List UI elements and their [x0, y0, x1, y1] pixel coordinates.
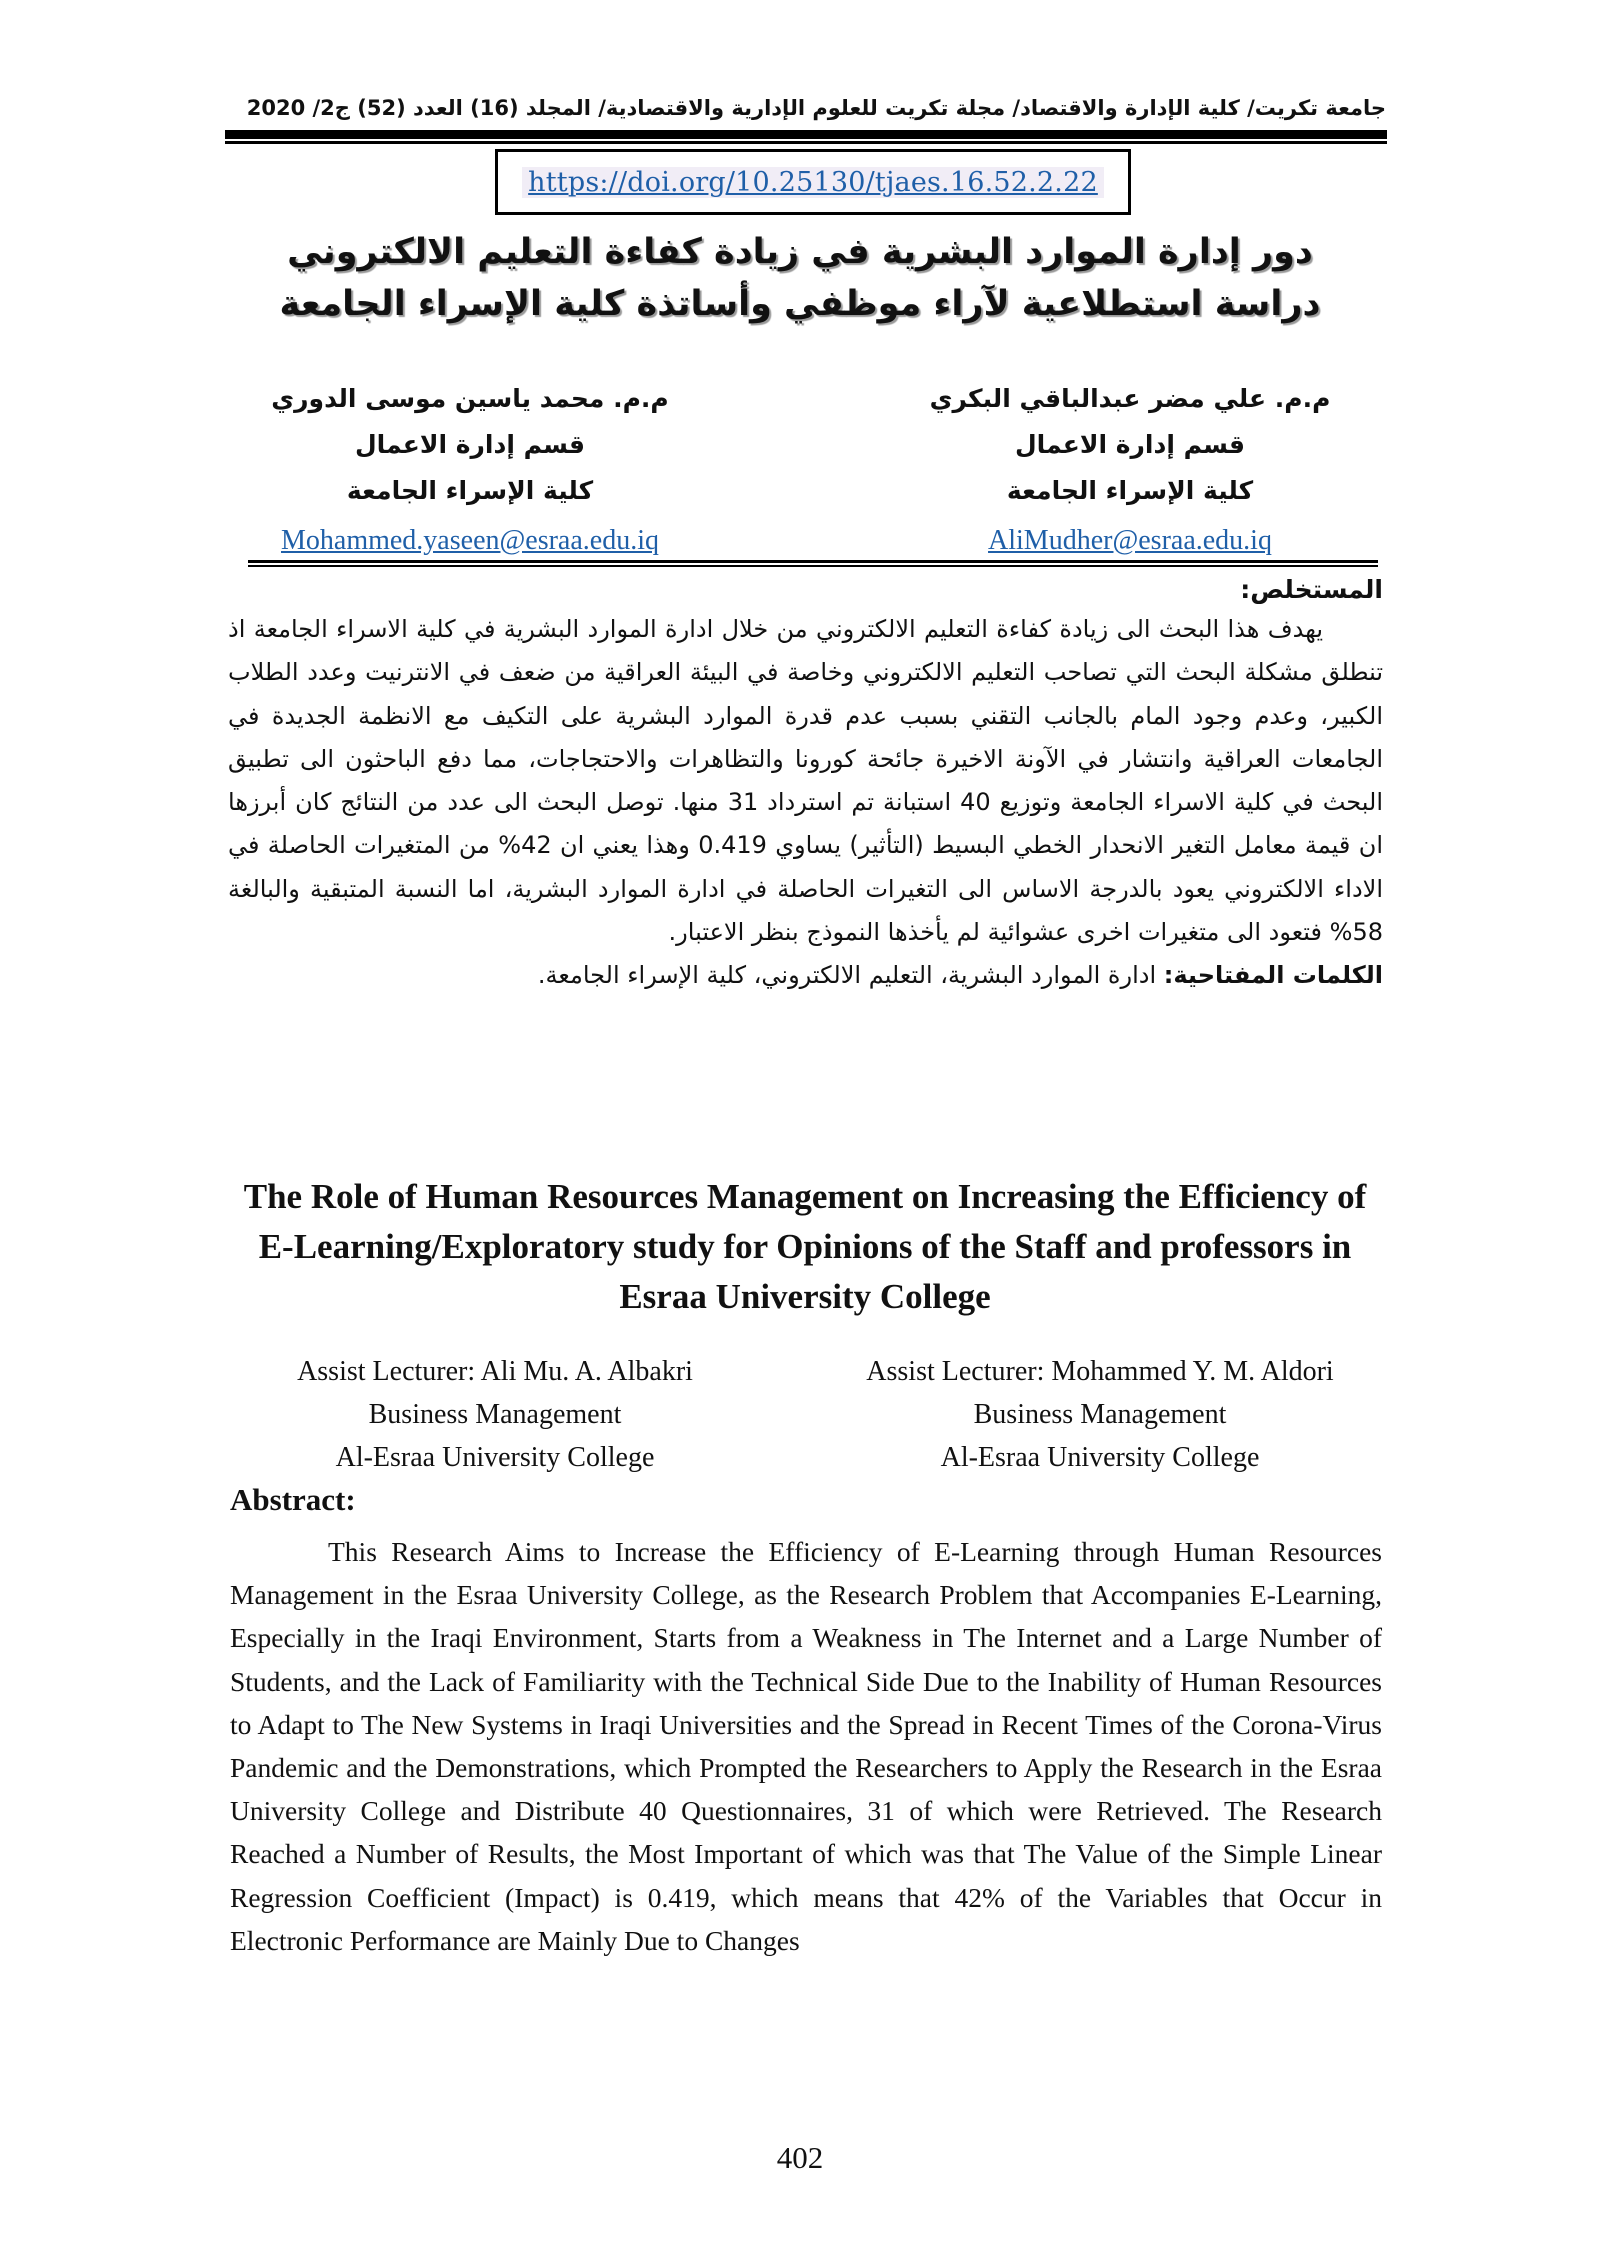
- arabic-abstract: [228, 572, 1383, 998]
- arabic-title-line-2: دراسة استطلاعية لآراء موظفي وأساتذة كلية الإسراء الجامعة: [279, 284, 1321, 324]
- arabic-title: [250, 226, 1350, 330]
- author-department: قسم إدارة الاعمال: [1014, 430, 1246, 459]
- author-name: م.م. محمد ياسين موسى الدوري: [271, 384, 669, 413]
- author-name: Assist Lecturer: Ali Mu. A. Albakri: [297, 1356, 693, 1387]
- author-name: Assist Lecturer: Mohammed Y. M. Aldori: [866, 1356, 1334, 1387]
- header-rule: [225, 130, 1387, 144]
- arabic-title-line-1: دور إدارة الموارد البشرية في زيادة كفاءة التعليم الالكتروني: [287, 232, 1313, 272]
- author-email-link[interactable]: AliMudher@esraa.edu.iq: [988, 525, 1272, 556]
- journal-header: جامعة تكريت/ كلية الإدارة والاقتصاد/ مجلة تكريت للعلوم الإدارية والاقتصادية/ المجلد (16) العدد (52) ج2/ 2020: [246, 96, 1386, 120]
- page-number: 402: [776, 2140, 824, 2175]
- english-abstract-body: This Research Aims to Increase the Efficiency of E-Learning through Human Resources Management in the Esraa University College, as the Research Problem that Accompanies E-Learning, Especially in the Iraqi Environment, Starts from a Weakness in The Internet and a Large Number of Students, and the Lack of Familiarity with the Technical Side Due to the Inability of Human Resources to Adapt to The New Systems in Iraqi Universities and the Spread in Recent Times of the Corona-Virus Pandemic and the Demonstrations, which Prompted the Researchers to Apply the Research in the Esraa University College and Distribute 40 Questionnaires, 31 of which were Retrieved. The Research Reached a Number of Results, the Most Important of which was that The Value of the Simple Linear Regression Coefficient (Impact) is 0.419, which means that 42% of the Variables that Occur in Electronic Performance are Mainly Due to Changes: [230, 1536, 1382, 1956]
- english-abstract-heading: Abstract:: [230, 1482, 356, 1517]
- author-institution: كلية الإسراء الجامعة: [1006, 476, 1254, 505]
- author-email-link[interactable]: Mohammed.yaseen@esraa.edu.iq: [281, 525, 659, 556]
- author-department: قسم إدارة الاعمال: [354, 430, 586, 459]
- doi-box: [495, 149, 1131, 215]
- arabic-author-1: [880, 376, 1380, 564]
- arabic-abstract-heading: المستخلص:: [1240, 575, 1383, 604]
- doi-link[interactable]: https://doi.org/10.25130/tjaes.16.52.2.22: [522, 167, 1104, 198]
- author-institution: كلية الإسراء الجامعة: [346, 476, 594, 505]
- section-divider: [248, 560, 1378, 567]
- english-title: The Role of Human Resources Management on Increasing the Efficiency of E-Learning/Exploratory study for Opinions of the Staff and professors in Esraa University College: [243, 1177, 1367, 1316]
- arabic-keywords-label: الكلمات المفتاحية:: [1163, 961, 1383, 990]
- header-rule-thin: [225, 141, 1387, 144]
- english-author-1: [230, 1350, 760, 1479]
- author-department: Business Management: [973, 1399, 1227, 1430]
- arabic-abstract-body: يهدف هذا البحث الى زيادة كفاءة التعليم الالكتروني من خلال ادارة الموارد البشرية في كلية الاسراء الجامعة اذ تنطلق مشكلة البحث التي تصاحب التعليم الالكتروني وخاصة في البيئة العراقية من ضعف في الانترنيت وعدد الطلاب الكبير، وعدم وجود المام بالجانب التقني بسبب عدم قدرة الموارد البشرية على التكيف مع الانظمة الجديدة في الجامعات العراقية وانتشار في الآونة الاخيرة جائحة كورونا والتظاهرات والاحتجاجات، مما دفع الباحثون الى تطبيق البحث في كلية الاسراء الجامعة وتوزيع 40 استبانة تم استرداد 31 منها. توصل البحث الى عدد من النتائج كان أبرزها ان قيمة معامل التغير الانحدار الخطي البسيط (التأثير) يساوي 0.419 وهذا يعني ان 42% من المتغيرات الحاصلة في الاداء الالكتروني يعود بالدرجة الاساس الى التغيرات الحاصلة في ادارة الموارد البشرية، اما النسبة المتبقية والبالغة 58% فتعود الى متغيرات اخرى عشوائية لم يأخذها النموذج بنظر الاعتبار.: [228, 615, 1383, 947]
- english-authors: [230, 1350, 1380, 1480]
- author-name: م.م. علي مضر عبدالباقي البكري: [929, 384, 1331, 413]
- english-author-2: [820, 1350, 1380, 1479]
- arabic-author-2: [230, 376, 710, 564]
- arabic-authors: [230, 376, 1380, 566]
- arabic-keywords-text: ادارة الموارد البشرية، التعليم الالكتروني، كلية الإسراء الجامعة.: [537, 961, 1157, 990]
- header-rule-thick: [225, 130, 1387, 139]
- author-institution: Al-Esraa University College: [940, 1442, 1260, 1473]
- author-institution: Al-Esraa University College: [335, 1442, 655, 1473]
- arabic-keywords: [228, 954, 1383, 997]
- author-department: Business Management: [368, 1399, 622, 1430]
